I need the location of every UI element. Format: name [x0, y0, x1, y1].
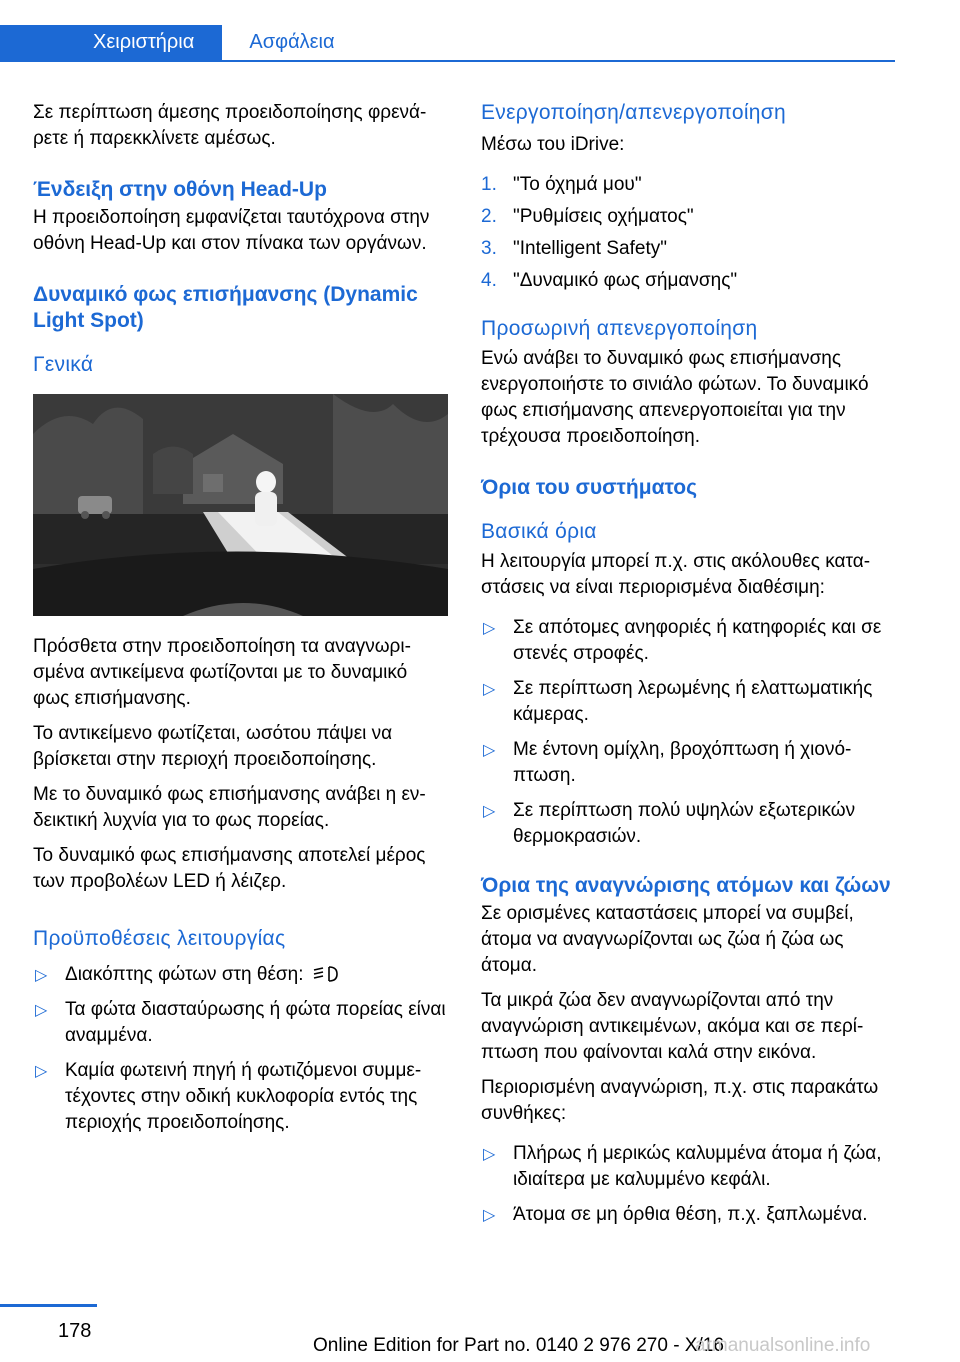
edition-text: Online Edition for Part no. 0140 2 976 270 - X/16 [313, 1335, 724, 1356]
list-item: 1. "Το όχημά μου" [481, 174, 642, 195]
list-item: 4. "Δυναμικό φως σήμανσης" [481, 270, 738, 291]
bullet-triangle-icon: ▷ [483, 1207, 496, 1224]
para-1: Πρόσθετα στην προειδοποίηση τα αναγνωρισμένα αντικείμενα φωτίζονται με το δυναμικό φως επισήμανσης. [33, 636, 411, 709]
para-2: Το αντικείμενο φωτίζεται, ωσότου πάψει να βρίσκεται στην περιοχή προειδοποίησης. [33, 723, 393, 770]
tab-controls[interactable]: Χειριστήρια [0, 25, 222, 60]
limits-heading: Όρια του συστήματος [481, 476, 698, 499]
list-item: ▷ Καμία φωτεινή πηγή ή φωτιζόμενοι συμμετέχοντες στην οδική κυκλοφορία εντός της περιοχής προειδοποίησης. [35, 1060, 422, 1133]
intro-text: Σε περίπτωση άμεσης προειδοποίησης φρενάρετε ή παρεκκλίνετε αμέσως. [33, 102, 427, 149]
temp-heading: Προσωρινή απενεργοποίηση [481, 317, 758, 340]
basic-list [481, 615, 896, 850]
prereq-heading: Προϋποθέσεις λειτουργίας [33, 927, 286, 950]
low-beam-lamp-icon [313, 965, 339, 983]
detect-list [481, 1141, 896, 1228]
bullet-triangle-icon: ▷ [483, 803, 496, 820]
bullet-triangle-icon: ▷ [483, 620, 496, 637]
list-item: 2. "Ρυθμίσεις οχήματος" [481, 206, 694, 227]
detect-para-1: Σε ορισμένες καταστάσεις μπορεί να συμβεί, άτομα να αναγνωρίζονται ως ζώα ή ζώα ως άτομα. [481, 903, 854, 976]
list-item: ▷ Σε περίπτωση λερωμένης ή ελαττωματικής κάμερας. [483, 678, 873, 725]
page-number: 178 [58, 1320, 92, 1342]
list-item: ▷ Πλήρως ή μερικώς καλυμμένα άτομα ή ζώα, ιδιαίτερα με καλυμμένο κεφάλι. [483, 1143, 882, 1190]
onoff-heading: Ενεργοποίηση/απενεργοποίηση [481, 101, 787, 124]
list-item: ▷ Με έντονη ομίχλη, βροχόπτωση ή χιονόπτωση. [483, 739, 852, 786]
header-tabs [0, 25, 895, 61]
right-column [481, 100, 896, 1237]
general-heading: Γενικά [33, 353, 94, 376]
detect-heading: Όρια της αναγνώρισης ατόμων και ζώων [481, 874, 891, 897]
hud-heading: Ένδειξη στην οθόνη Head-Up [33, 178, 327, 201]
basic-text: Η λειτουργία μπορεί π.χ. στις ακόλουθες καταστάσεις να είναι περιορισμένα διαθέσιμη: [481, 551, 871, 598]
bullet-triangle-icon: ▷ [483, 742, 496, 759]
dls-heading: Δυναμικό φως επισήμανσης (Dynamic Light Spot) [33, 283, 418, 332]
left-column [33, 100, 448, 1145]
para-4: Το δυναμικό φως επισήμανσης αποτελεί μέρος των προβολέων LED ή λέιζερ. [33, 845, 426, 892]
bullet-triangle-icon: ▷ [483, 681, 496, 698]
tab-safety[interactable]: Ασφάλεια [249, 31, 335, 53]
temp-text: Ενώ ανάβει το δυναμικό φως επισήμανσης ενεργοποιήστε το σινιάλο φώτων. Το δυναμικό φως επισήμανσης απενεργοποιείται για την τρέχουσα προειδοποίηση. [481, 348, 869, 447]
para-3: Με το δυναμικό φως επισήμανσης ανάβει η ενδεικτική λυχνία για το φως πορείας. [33, 784, 426, 831]
prereq-list [33, 962, 448, 1136]
bullet-triangle-icon: ▷ [35, 967, 48, 984]
watermark-text: armanualsonline.info [695, 1335, 871, 1356]
detect-para-3: Περιορισμένη αναγνώριση, π.χ. στις παρακάτω συνθήκες: [481, 1077, 879, 1124]
list-item: 3. "Intelligent Safety" [481, 238, 667, 259]
bullet-triangle-icon: ▷ [35, 1063, 48, 1080]
bullet-triangle-icon: ▷ [483, 1146, 496, 1163]
night-road-illustration [33, 394, 448, 616]
hud-text: Η προειδοποίηση εμφανίζεται ταυτόχρονα στην οθόνη Head-Up και στον πίνακα των οργάνων. [33, 207, 430, 254]
via-idrive: Μέσω του iDrive: [481, 134, 625, 155]
footer-rule [0, 1304, 97, 1307]
detect-para-2: Τα μικρά ζώα δεν αναγνωρίζονται από την αναγνώριση αντικειμένων, ακόμα και σε περίπτωση που φαίνονται καλά στην εικόνα. [481, 990, 864, 1063]
list-item: ▷ Τα φώτα διασταύρωσης ή φώτα πορείας είναι αναμμένα. [35, 999, 446, 1046]
list-item: ▷ Σε περίπτωση πολύ υψηλών εξωτερικών θερμοκρασιών. [483, 800, 856, 847]
basic-heading: Βασικά όρια [481, 520, 597, 543]
steps-list [481, 172, 896, 294]
bullet-triangle-icon: ▷ [35, 1002, 48, 1019]
header-rule [0, 60, 895, 62]
list-item: ▷ Άτομα σε μη όρθια θέση, π.χ. ξαπλωμένα. [481, 1202, 896, 1228]
list-item: ▷ Διακόπτης φώτων στη θέση: [33, 962, 448, 988]
list-item: ▷ Σε απότομες ανηφοριές ή κατηφοριές και σε στενές στροφές. [483, 617, 882, 664]
